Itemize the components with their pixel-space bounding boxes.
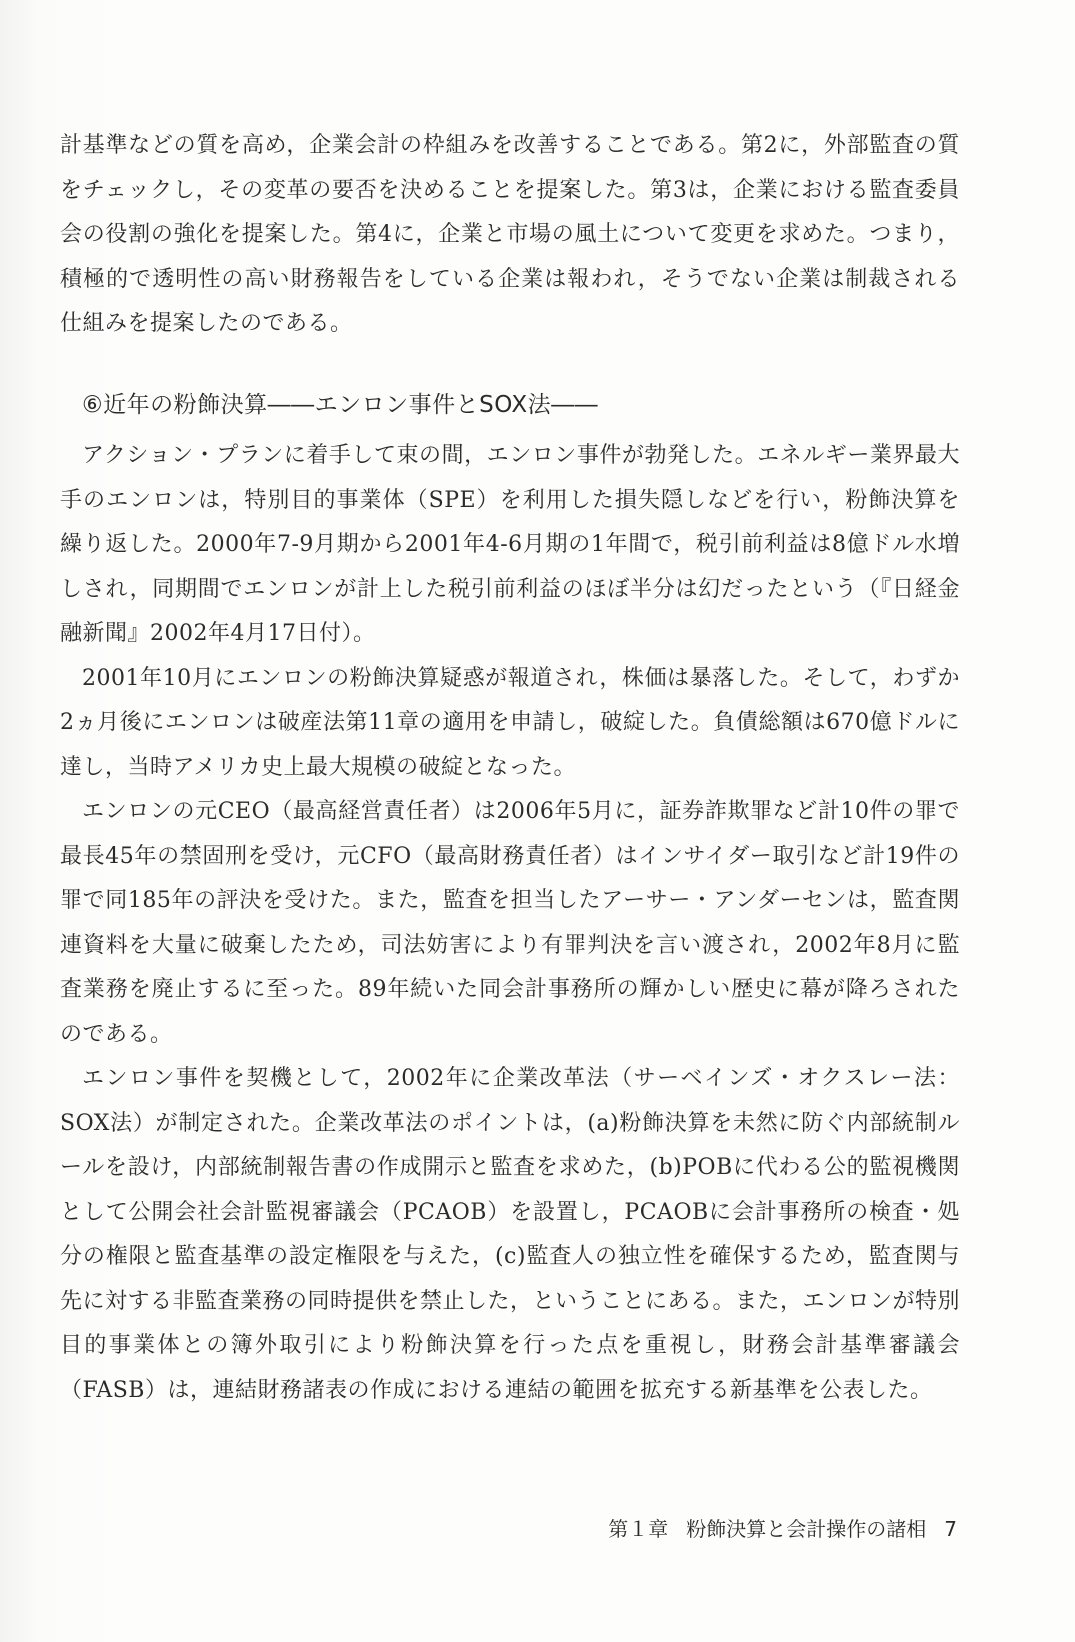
section-heading: ⑥近年の粉飾決算――エンロン事件とSOX法―― xyxy=(82,392,599,418)
intro-text-block xyxy=(60,124,960,347)
body-text-block xyxy=(60,434,960,1413)
page-number: 7 xyxy=(944,1517,957,1541)
page-footer xyxy=(608,1515,957,1543)
intro-paragraph: 計基準などの質を高め，企業会計の枠組みを改善することである。第2に，外部監査の質をチェックし，その変革の要否を決めることを提案した。第3は，企業における監査委員会の役割の強化を提案した。第4に，企業と市場の風土について変更を求めた。つまり，積極的で透明性の高い財務報告をしている企業は報われ，そうでない企業は制裁される仕組みを提案したのである。 xyxy=(60,133,960,336)
paragraph-action-plan: アクション・プランに着手して束の間，エンロン事件が勃発した。エネルギー業界最大手のエンロンは，特別目的事業体（SPE）を利用した損失隠しなどを行い，粉飾決算を繰り返した。2000年7-9月期から2001年4-6月期の1年間で，税引前利益は8億ドル水増しされ，同期間でエンロンが計上した税引前利益のほぼ半分は幻だったという（『日経金融新聞』2002年4月17日付）。 xyxy=(60,443,960,646)
footer-chapter: 第１章 xyxy=(608,1517,669,1541)
paragraph-sox-act: エンロン事件を契機として，2002年に企業改革法（サーベインズ・オクスレー法：SOX法）が制定された。企業改革法のポイントは，(a)粉飾決算を未然に防ぐ内部統制ルールを設け，内部統制報告書の作成開示と監査を求めた，(b)POBに代わる公的監視機関として公開会社会計監視審議会（PCAOB）を設置し，PCAOBに会計事務所の検査・処分の権限と監査基準の設定権限を与えた，(c)監査人の独立性を確保するため，監査関与先に対する非監査業務の同時提供を禁止した，ということにある。また，エンロンが特別目的事業体との簿外取引により粉飾決算を行った点を重視し，財務会計基準審議会（FASB）は，連結財務諸表の作成における連結の範囲を拡充する新基準を公表した。 xyxy=(60,1066,961,1403)
paragraph-sentences: エンロンの元CEO（最高経営責任者）は2006年5月に，証券詐欺罪など計10件の罪で最長45年の禁固刑を受け，元CFO（最高財務責任者）はインサイダー取引など計19件の罪で同185年の評決を受けた。また，監査を担当したアーサー・アンダーセンは，監査関連資料を大量に破棄したため，司法妨害により有罪判決を言い渡され，2002年8月に監査業務を廃止するに至った。89年続いた同会計事務所の輝かしい歴史に幕が降ろされたのである。 xyxy=(60,799,960,1047)
footer-chapter-title: 粉飾決算と会計操作の諸相 xyxy=(686,1517,927,1541)
paragraph-bankruptcy: 2001年10月にエンロンの粉飾決算疑惑が報道され，株価は暴落した。そして，わずか2ヵ月後にエンロンは破産法第11章の適用を申請し，破綻した。負債総額は670億ドルに達し，当時アメリカ史上最大規模の破綻となった。 xyxy=(60,665,960,780)
